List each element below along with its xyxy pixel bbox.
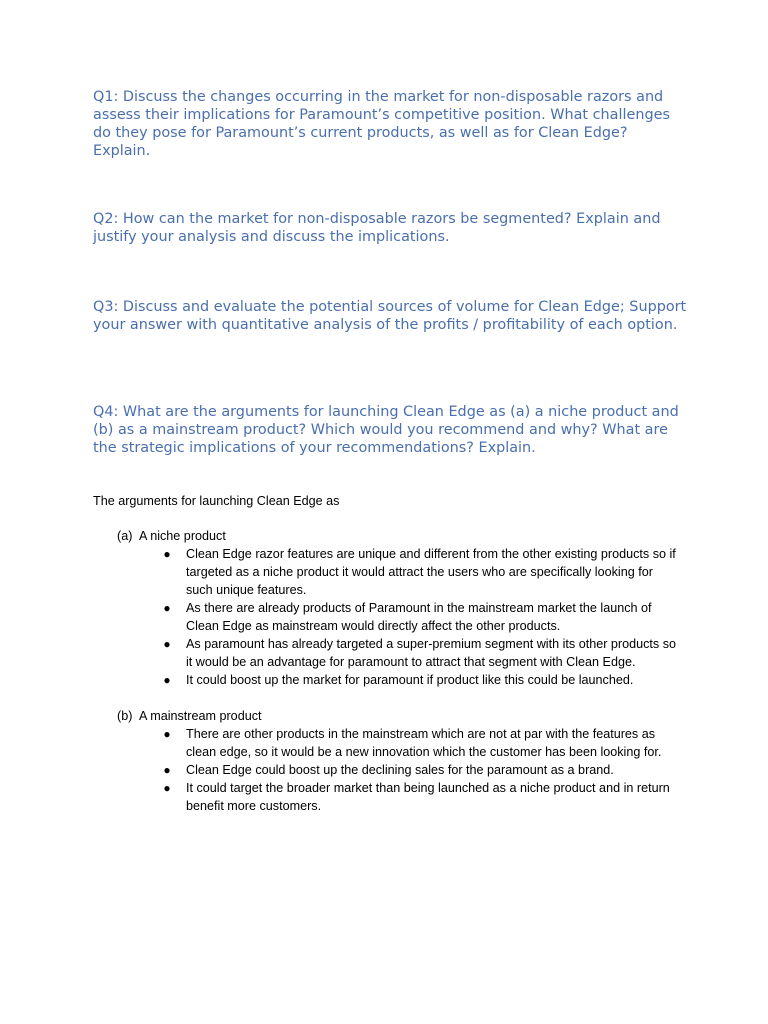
list-item [163,725,679,761]
section-mainstream-product [93,707,693,815]
section-marker: (b) [117,709,133,723]
list-item-text: It could boost up the market for paramount if product like this could be launched. [186,673,634,687]
list-item [163,599,679,635]
question-4: Q4: What are the arguments for launching Clean Edge as (a) a niche product and (b) as a mainstream product? Which would you recommend and why? What are the strategic implications of your recommendations? Explain. [93,404,679,456]
list-item [163,635,679,671]
list-item [163,671,679,689]
bullet-list [93,725,679,815]
section-marker: (a) [117,529,133,543]
section-heading [93,707,693,725]
bullet-icon: ● [163,727,171,741]
list-item-text: Clean Edge could boost up the declining sales for the paramount as a brand. [186,763,614,777]
bullet-icon: ● [163,601,171,615]
question-3: Q3: Discuss and evaluate the potential sources of volume for Clean Edge; Support your answer with quantitative analysis of the profits / profitability of each option. [93,299,687,333]
bullet-icon: ● [163,637,171,651]
question-1: Q1: Discuss the changes occurring in the market for non-disposable razors and assess their implications for Paramount’s competitive position. What challenges do they pose for Paramount’s current products, as well as for Clean Edge? Explain. [93,89,670,159]
answer-intro: The arguments for launching Clean Edge as [93,494,340,508]
bullet-icon: ● [163,781,171,795]
question-2: Q2: How can the market for non-disposable razors be segmented? Explain and justify your analysis and discuss the implications. [93,211,661,245]
list-item-text: There are other products in the mainstream which are not at par with the features as clean edge, so it would be a new innovation which the customer has been looking for. [186,727,662,759]
list-item-text: As paramount has already targeted a super-premium segment with its other products so it would be an advantage for paramount to attract that segment with Clean Edge. [186,637,677,669]
list-item [163,761,679,779]
bullet-icon: ● [163,673,171,687]
bullet-icon: ● [163,547,171,561]
section-heading [93,527,693,545]
section-title: A mainstream product [139,709,262,723]
list-item-text: As there are already products of Paramount in the mainstream market the launch of Clean Edge as mainstream would directly affect the other products. [186,601,652,633]
list-item [163,779,679,815]
section-niche-product [93,527,693,689]
bullet-list [93,545,679,689]
list-item-text: It could target the broader market than being launched as a niche product and in return benefit more customers. [186,781,670,813]
list-item [163,545,679,599]
section-title: A niche product [139,529,226,543]
bullet-icon: ● [163,763,171,777]
answer-block [93,492,693,815]
list-item-text: Clean Edge razor features are unique and different from the other existing products so if targeted as a niche product it would attract the users who are specifically looking for such unique features. [186,547,676,597]
